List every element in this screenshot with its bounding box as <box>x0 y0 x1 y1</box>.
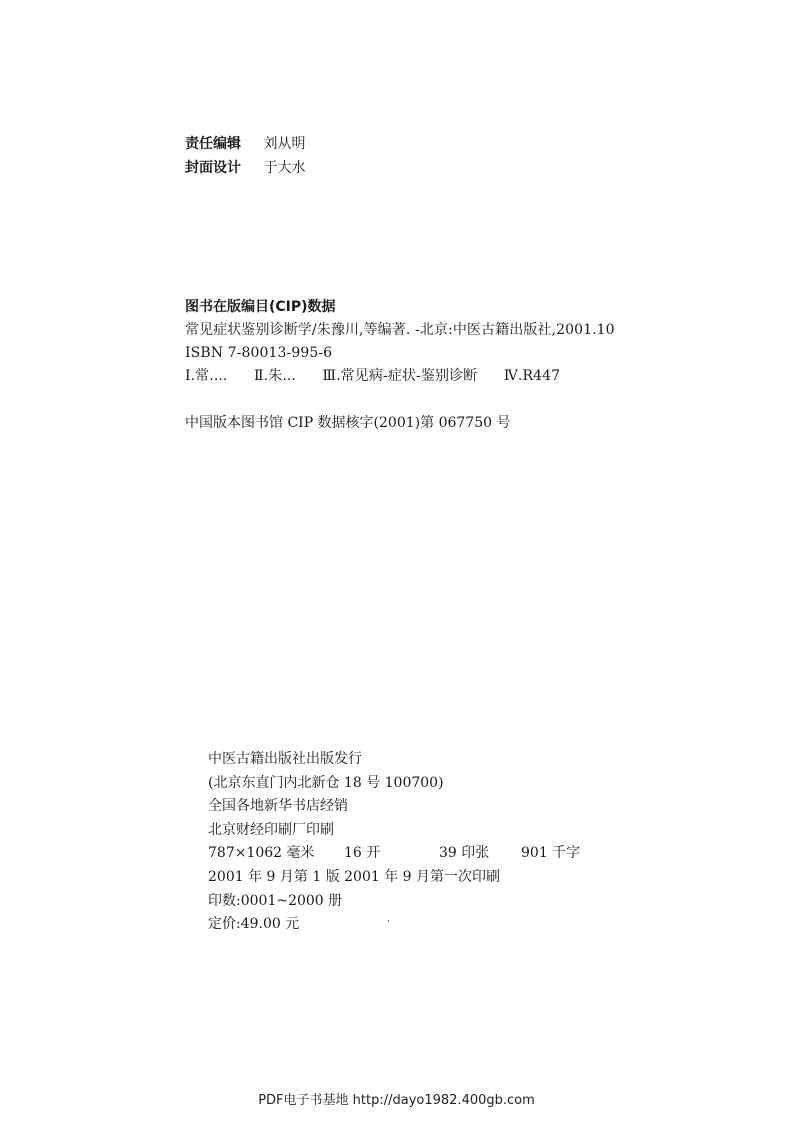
imprint-address: (北京东直门内北新仓 18 号 100700) <box>208 774 444 791</box>
cip-approval-number: 中国版本图书馆 CIP 数据核字(2001)第 067750 号 <box>185 415 511 431</box>
cover-designer-name: 于大水 <box>263 160 306 176</box>
editor-credit <box>185 132 305 156</box>
imprint-block <box>208 748 580 937</box>
editor-name: 刘从明 <box>263 136 306 152</box>
spec-sheets: 39 印张 <box>439 845 490 862</box>
cip-title-line: 常见症状鉴别诊断学/朱豫川,等编著. -北京:中医古籍出版社,2001.10 <box>185 322 615 338</box>
credits-block <box>185 132 305 180</box>
spec-format: 787×1062 毫米 <box>208 845 315 862</box>
editor-role-label: 责任编辑 <box>185 136 241 152</box>
cip-index-term: Ⅱ.朱... <box>254 368 296 384</box>
cip-index-term: Ⅰ.常.... <box>185 368 228 384</box>
scan-speck <box>388 920 389 922</box>
cip-data-block <box>185 296 615 388</box>
cip-heading: 图书在版编目(CIP)数据 <box>185 299 336 315</box>
cip-isbn: ISBN 7-80013-995-6 <box>185 345 333 361</box>
imprint-edition: 2001 年 9 月第 1 版 2001 年 9 月第一次印刷 <box>208 868 501 885</box>
cip-index-terms <box>185 365 615 388</box>
imprint-print-run: 印数:0001~2000 册 <box>208 892 343 909</box>
imprint-price: 定价:49.00 元 <box>208 916 300 933</box>
imprint-printer: 北京财经印刷厂印刷 <box>208 821 334 838</box>
spec-folio: 16 开 <box>344 845 381 862</box>
cip-index-term: Ⅲ.常见病-症状-鉴别诊断 <box>322 368 478 384</box>
cover-role-label: 封面设计 <box>185 160 241 176</box>
source-footer: PDF电子书基地 http://dayo1982.400gb.com <box>258 1093 535 1108</box>
imprint-distributor: 全国各地新华书店经销 <box>208 798 348 815</box>
imprint-specs <box>208 842 580 866</box>
spec-word-count: 901 千字 <box>521 845 581 862</box>
imprint-publisher: 中医古籍出版社出版发行 <box>208 751 362 767</box>
cover-design-credit <box>185 156 305 180</box>
cip-index-term: Ⅳ.R447 <box>503 368 561 384</box>
